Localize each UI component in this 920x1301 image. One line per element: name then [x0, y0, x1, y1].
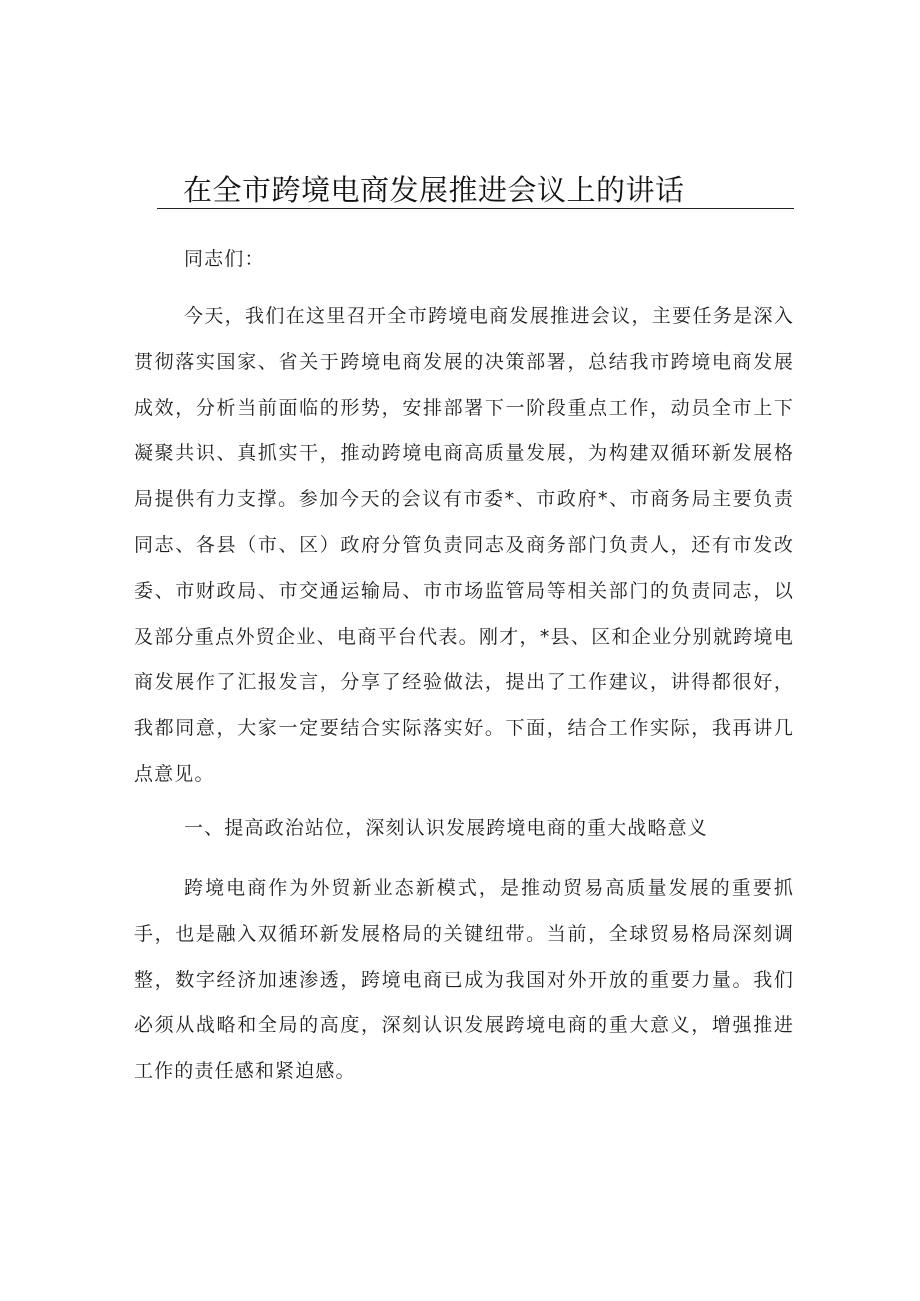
- salutation: 同志们：: [184, 248, 265, 270]
- title-underline: [157, 208, 794, 209]
- section-heading-1: 一、提高政治站位，深刻认识发展跨境电商的重大战略意义: [184, 817, 708, 839]
- document-title: 在全市跨境电商发展推进会议上的讲话: [183, 173, 685, 207]
- paragraph-opening: 今天，我们在这里召开全市跨境电商发展推进会议，主要任务是深入贯彻落实国家、省关于跨境电商发展的决策部署，总结我市跨境电商发展成效，分析当前面临的形势，安排部署下一阶段重点工作，动员全市上下凝聚共识、真抓实干，推动跨境电商高质量发展，为构建双循环新发展格局提供有力支撑。参加今天的会议有市委*、市政府*、市商务局主要负责同志、各县（市、区）政府分管负责同志及商务部门负责人，还有市发改委、市财政局、市交通运输局、市市场监管局等相关部门的负责同志，以及部分重点外贸企业、电商平台代表。刚才，*县、区和企业分别就跨境电商发展作了汇报发言，分享了经验做法，提出了工作建议，讲得都很好，我都同意，大家一定要结合实际落实好。下面，结合工作实际，我再讲几点意见。: [134, 305, 794, 785]
- paragraph-section-1: 跨境电商作为外贸新业态新模式，是推动贸易高质量发展的重要抓手，也是融入双循环新发展格局的关键纽带。当前，全球贸易格局深刻调整，数字经济加速渗透，跨境电商已成为我国对外开放的重要力量。我们必须从战略和全局的高度，深刻认识发展跨境电商的重大意义，增强推进工作的责任感和紧迫感。: [134, 877, 794, 1083]
